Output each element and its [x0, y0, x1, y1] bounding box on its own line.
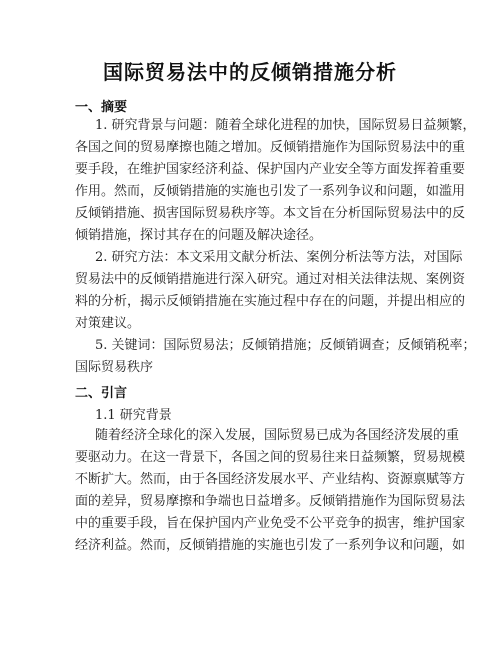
paragraph-line: 中的重要手段，旨在保护国内产业免受不公平竞争的损害，维护国家 [75, 516, 466, 531]
paragraph-line: 要手段，在维护国家经济利益、保护国内产业安全等方面发挥着重要 [75, 162, 466, 177]
subsection-heading: 1.1 研究背景 [95, 408, 172, 423]
paragraph-line: 2. 研究方法：本文采用文献分析法、案例分析法等方法，对国际 [95, 250, 463, 265]
paragraph-line: 料的分析，揭示反倾销措施在实施过程中存在的问题，并提出相应的 [75, 294, 466, 309]
paragraph-line: 贸易法中的反倾销措施进行深入研究。通过对相关法律法规、案例资 [75, 272, 466, 287]
section-heading-introduction: 二、引言 [75, 386, 128, 401]
paragraph-line: 经济利益。然而，反倾销措施的实施也引发了一系列争议和问题，如 [75, 538, 466, 553]
section-heading-abstract: 一、摘要 [75, 100, 128, 115]
keywords-line: 5. 关键词：国际贸易法；反倾销措施；反倾销调查；反倾销税率； [95, 338, 476, 353]
keywords-line: 国际贸易秩序 [75, 360, 154, 375]
paragraph-line: 各国之间的贸易摩擦也随之增加。反倾销措施作为国际贸易法中的重 [75, 140, 466, 155]
paragraph-line: 随着经济全球化的深入发展，国际贸易已成为各国经济发展的重 [95, 428, 460, 443]
paragraph-line: 倾销措施，探讨其存在的问题及解决途径。 [75, 228, 323, 243]
paragraph-line: 不断扩大。然而，由于各国经济发展水平、产业结构、资源禀赋等方 [75, 472, 466, 487]
paragraph-line: 面的差异，贸易摩擦和争端也日益增多。反倾销措施作为国际贸易法 [75, 494, 466, 509]
paragraph-line: 反倾销措施、损害国际贸易秩序等。本文旨在分析国际贸易法中的反 [75, 206, 466, 221]
paragraph-line: 要驱动力。在这一背景下，各国之间的贸易往来日益频繁，贸易规模 [75, 450, 466, 465]
paragraph-line: 作用。然而，反倾销措施的实施也引发了一系列争议和问题，如滥用 [75, 184, 466, 199]
paragraph-line: 对策建议。 [75, 316, 141, 331]
document-title: 国际贸易法中的反倾销措施分析 [103, 60, 397, 84]
paragraph-line: 1. 研究背景与问题：随着全球化进程的加快，国际贸易日益频繁， [95, 118, 476, 133]
